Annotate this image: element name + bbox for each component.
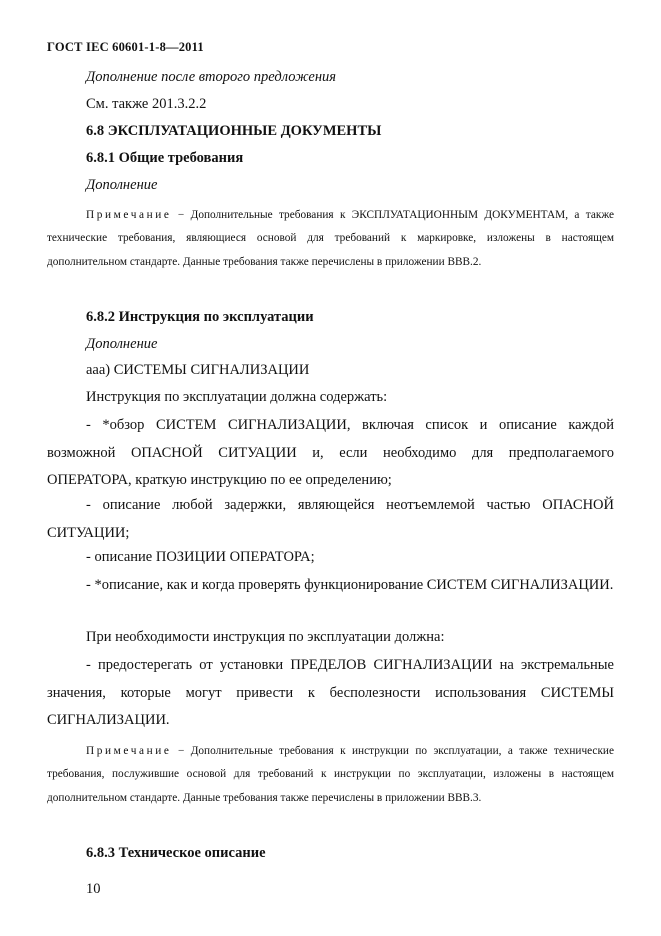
standard-header: ГОСТ IEC 60601-1-8—2011 bbox=[47, 40, 204, 54]
instruction-must-contain: Инструкция по эксплуатации должна содержать: bbox=[86, 389, 388, 405]
see-also-reference: См. также 201.3.2.2 bbox=[86, 96, 207, 112]
item-aaa: aaa) СИСТЕМЫ СИГНАЛИЗАЦИИ bbox=[86, 362, 310, 378]
page-number: 10 bbox=[86, 881, 101, 897]
list-item-check: - *описание, как и когда проверять функционирование СИСТЕМ СИГНАЛИЗАЦИИ. bbox=[86, 577, 614, 593]
note-text: − Дополнительные требования к ЭКСПЛУАТАЦИОННЫМ ДОКУМЕНТАМ, а также технические требования, являющиеся основой для требований к маркировке, изложены в настоящем дополнительном стандарте. Данные требования также перечислены в приложении ВВВ.2. bbox=[47, 209, 614, 268]
section-heading-6-8: 6.8 ЭКСПЛУАТАЦИОННЫЕ ДОКУМЕНТЫ bbox=[86, 123, 382, 139]
note-label: Примечание bbox=[86, 209, 172, 221]
addition-label: Дополнение bbox=[86, 177, 158, 193]
list-item-overview: - *обзор СИСТЕМ СИГНАЛИЗАЦИИ, включая список и описание каждой возможной ОПАСНОЙ СИТУАЦИИ и, если необходимо для предполагаемого ОПЕРАТОРА, краткую инструкцию по ее определению; bbox=[47, 417, 614, 488]
note-text: − Дополнительные требования к инструкции по эксплуатации, а также технические требования, послужившие основой для требований к инструкции по эксплуатации, изложены в настоящем дополнительном стандарте. Данные требования также перечислены в приложении ВВВ.3. bbox=[47, 745, 614, 804]
note-operating-instructions bbox=[47, 740, 614, 810]
note-label: Примечание bbox=[86, 745, 172, 757]
note-operational-documents bbox=[47, 204, 614, 274]
list-item-operator-position: - описание ПОЗИЦИИ ОПЕРАТОРА; bbox=[86, 549, 315, 565]
list-item-delay: - описание любой задержки, являющейся неотъемлемой частью ОПАСНОЙ СИТУАЦИИ; bbox=[47, 497, 614, 541]
if-necessary-instruction: При необходимости инструкция по эксплуатации должна: bbox=[86, 629, 445, 645]
section-heading-6-8-3: 6.8.3 Техническое описание bbox=[86, 845, 266, 861]
list-item-warn: - предостерегать от установки ПРЕДЕЛОВ СИГНАЛИЗАЦИИ на экстремальные значения, которые могут привести к бесполезности использования СИСТЕМЫ СИГНАЛИЗАЦИИ. bbox=[47, 657, 614, 728]
addition-label: Дополнение bbox=[86, 336, 158, 352]
addition-after-second-sentence: Дополнение после второго предложения bbox=[86, 69, 337, 85]
section-heading-6-8-2: 6.8.2 Инструкция по эксплуатации bbox=[86, 309, 314, 325]
section-heading-6-8-1: 6.8.1 Общие требования bbox=[86, 150, 244, 166]
